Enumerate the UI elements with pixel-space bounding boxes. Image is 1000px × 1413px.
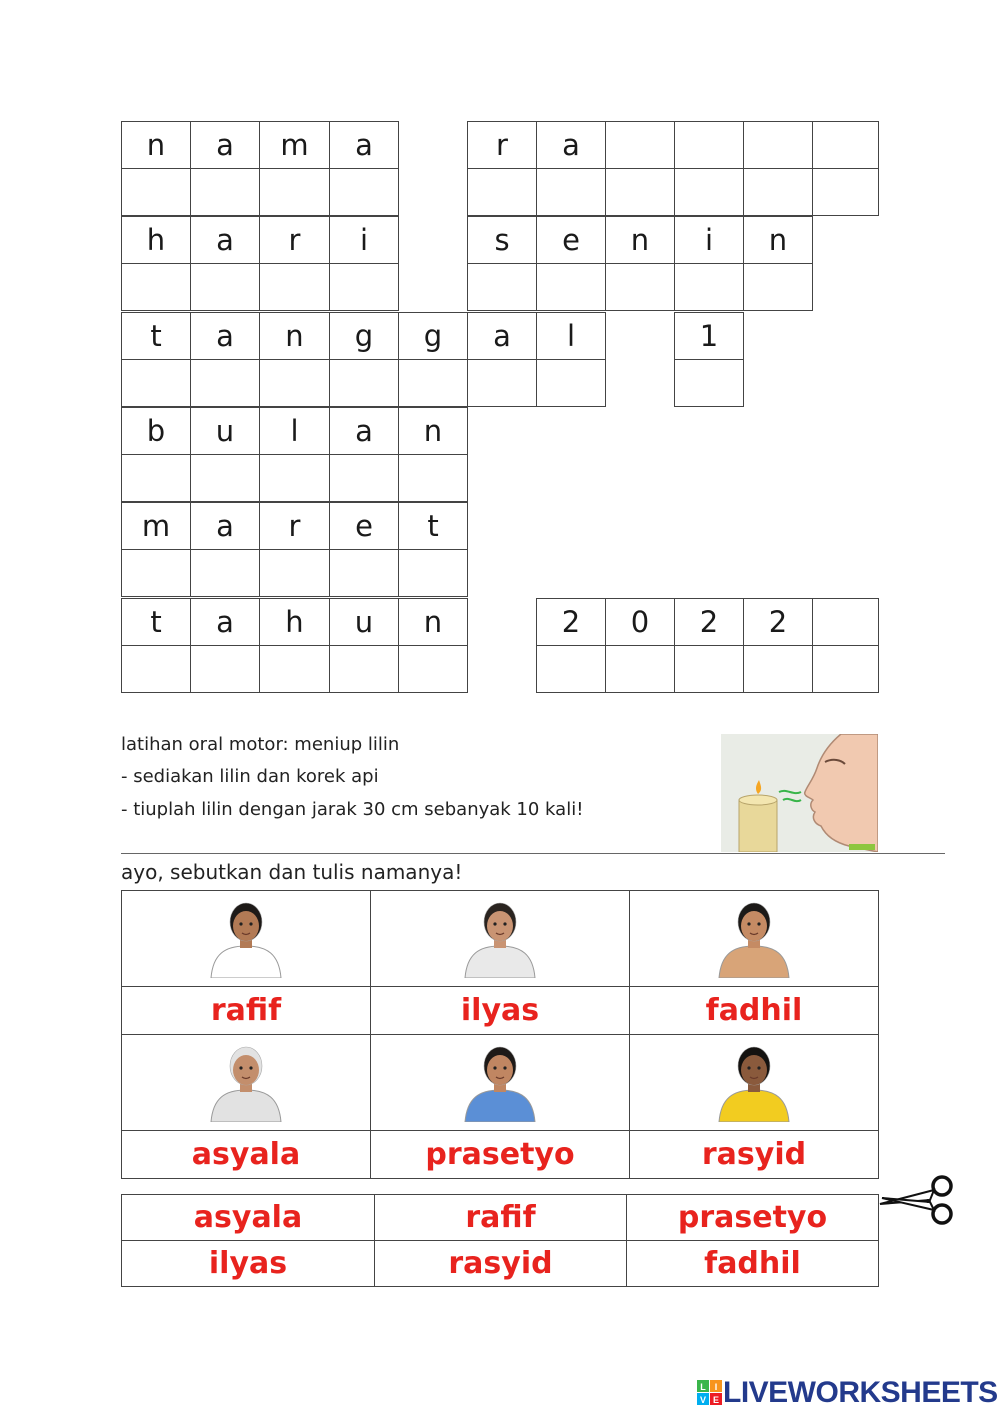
crossword-answer-cell[interactable]: [467, 263, 537, 311]
student-photo-rafif: [201, 896, 291, 982]
crossword-answer-cell[interactable]: [329, 359, 399, 407]
crossword-letter-cell: [812, 598, 879, 646]
crossword-letter-cell: t: [121, 598, 191, 646]
crossword-letter-cell: n: [121, 121, 191, 169]
crossword-answer-cell[interactable]: [605, 263, 675, 311]
crossword-letter-cell: u: [329, 598, 399, 646]
crossword-letter-cell: h: [121, 216, 191, 264]
liveworksheets-wordmark: LIVEWORKSHEETS: [723, 1376, 998, 1409]
crossword-letter-cell: 2: [536, 598, 606, 646]
photo-cell: [122, 1035, 371, 1131]
photo-cell: [630, 1035, 879, 1131]
crossword-answer-cell[interactable]: [190, 359, 260, 407]
instruction-step-2: - tiuplah lilin dengan jarak 30 cm sebanyak 10 kali!: [121, 799, 584, 820]
crossword-letter-cell: h: [259, 598, 330, 646]
crossword-answer-cell[interactable]: [467, 168, 537, 216]
crossword-answer-cell[interactable]: [190, 454, 260, 502]
crossword-answer-cell[interactable]: [605, 645, 675, 693]
crossword-letter-cell: [674, 121, 744, 169]
logo-letter: E: [712, 1395, 720, 1405]
crossword-answer-cell[interactable]: [121, 645, 191, 693]
crossword-answer-cell[interactable]: [190, 263, 260, 311]
crossword-letter-cell: n: [743, 216, 813, 264]
crossword-letter-cell: b: [121, 407, 191, 455]
crossword-answer-cell[interactable]: [121, 263, 191, 311]
crossword-letter-cell: n: [605, 216, 675, 264]
crossword-answer-cell[interactable]: [743, 263, 813, 311]
liveworksheets-logo-icon: [697, 1380, 723, 1406]
crossword-letter-cell: m: [121, 502, 191, 550]
crossword-letter-cell: 1: [674, 312, 744, 360]
crossword-letter-cell: a: [467, 312, 537, 360]
student-photo-ilyas: [455, 896, 545, 982]
photo-cell: [371, 1035, 630, 1131]
crossword-letter-cell: r: [259, 502, 330, 550]
crossword-answer-cell[interactable]: [329, 454, 399, 502]
crossword-answer-cell[interactable]: [674, 359, 744, 407]
crossword-letter-cell: n: [259, 312, 330, 360]
crossword-answer-cell[interactable]: [259, 359, 330, 407]
section-divider: [121, 853, 945, 854]
cutout-name[interactable]: ilyas: [122, 1241, 375, 1287]
crossword-answer-cell[interactable]: [259, 263, 330, 311]
crossword-answer-cell[interactable]: [398, 454, 468, 502]
cutout-name[interactable]: prasetyo: [627, 1195, 879, 1241]
crossword-answer-cell[interactable]: [536, 645, 606, 693]
crossword-letter-cell: e: [536, 216, 606, 264]
crossword-answer-cell[interactable]: [536, 168, 606, 216]
crossword-answer-cell[interactable]: [674, 263, 744, 311]
crossword-letter-cell: e: [329, 502, 399, 550]
crossword-answer-cell[interactable]: [329, 168, 399, 216]
name-answer-cell[interactable]: asyala: [122, 1131, 371, 1179]
crossword-letter-cell: m: [259, 121, 330, 169]
crossword-letter-cell: u: [190, 407, 260, 455]
crossword-answer-cell[interactable]: [121, 168, 191, 216]
student-photo-prasetyo: [455, 1040, 545, 1126]
cutout-name[interactable]: rafif: [375, 1195, 627, 1241]
crossword-letter-cell: n: [398, 407, 468, 455]
crossword-letter-cell: 0: [605, 598, 675, 646]
scissors-icon: [878, 1174, 958, 1226]
crossword-letter-cell: 2: [743, 598, 813, 646]
cutout-name[interactable]: fadhil: [627, 1241, 879, 1287]
crossword-letter-cell: g: [329, 312, 399, 360]
student-photo-asyala: [201, 1040, 291, 1126]
crossword-answer-cell[interactable]: [329, 645, 399, 693]
name-answer-cell[interactable]: fadhil: [630, 987, 879, 1035]
crossword-letter-cell: i: [674, 216, 744, 264]
crossword-letter-cell: n: [398, 598, 468, 646]
photo-cell: [122, 891, 371, 987]
crossword-answer-cell[interactable]: [259, 549, 330, 597]
crossword-letter-cell: l: [259, 407, 330, 455]
crossword-letter-cell: a: [536, 121, 606, 169]
crossword-answer-cell[interactable]: [674, 645, 744, 693]
name-answer-cell[interactable]: rafif: [122, 987, 371, 1035]
crossword-answer-cell[interactable]: [121, 549, 191, 597]
crossword-letter-cell: [605, 121, 675, 169]
crossword-letter-cell: a: [190, 216, 260, 264]
crossword-answer-cell[interactable]: [467, 359, 537, 407]
crossword-answer-cell[interactable]: [398, 549, 468, 597]
crossword-answer-cell[interactable]: [674, 168, 744, 216]
crossword-letter-cell: s: [467, 216, 537, 264]
crossword-letter-cell: i: [329, 216, 399, 264]
cutout-names-table: [121, 1194, 879, 1287]
crossword-answer-cell[interactable]: [190, 549, 260, 597]
name-answer-cell[interactable]: ilyas: [371, 987, 630, 1035]
crossword-answer-cell[interactable]: [190, 645, 260, 693]
crossword-answer-cell[interactable]: [605, 168, 675, 216]
prompt-text: ayo, sebutkan dan tulis namanya!: [121, 860, 463, 884]
crossword-letter-cell: a: [190, 312, 260, 360]
crossword-letter-cell: [743, 121, 813, 169]
crossword-letter-cell: t: [121, 312, 191, 360]
logo-letter: V: [699, 1395, 707, 1405]
instruction-step-1: - sediakan lilin dan korek api: [121, 766, 379, 787]
crossword-answer-cell[interactable]: [812, 645, 879, 693]
crossword-answer-cell[interactable]: [743, 645, 813, 693]
crossword-answer-cell[interactable]: [536, 263, 606, 311]
candle-blowing-illustration: [721, 734, 878, 852]
logo-letter: I: [714, 1382, 718, 1392]
crossword-answer-cell[interactable]: [259, 645, 330, 693]
name-answer-cell[interactable]: prasetyo: [371, 1131, 630, 1179]
crossword-letter-cell: 2: [674, 598, 744, 646]
logo-letter: L: [700, 1382, 706, 1392]
crossword-answer-cell[interactable]: [398, 645, 468, 693]
liveworksheets-brand: [697, 1376, 998, 1410]
crossword-letter-cell: a: [190, 502, 260, 550]
cutout-name[interactable]: asyala: [122, 1195, 375, 1241]
crossword-letter-cell: a: [329, 121, 399, 169]
instruction-title: latihan oral motor: meniup lilin: [121, 734, 400, 755]
crossword-letter-cell: a: [190, 598, 260, 646]
crossword-letter-cell: a: [329, 407, 399, 455]
crossword-answer-cell[interactable]: [121, 454, 191, 502]
crossword-answer-cell[interactable]: [398, 359, 468, 407]
crossword-letter-cell: r: [467, 121, 537, 169]
crossword-answer-cell[interactable]: [812, 168, 879, 216]
crossword-letter-cell: a: [190, 121, 260, 169]
crossword-answer-cell[interactable]: [121, 359, 191, 407]
crossword-answer-cell[interactable]: [259, 454, 330, 502]
photo-cell: [371, 891, 630, 987]
crossword-letter-cell: t: [398, 502, 468, 550]
crossword-letter-cell: l: [536, 312, 606, 360]
student-photo-rasyid: [709, 1040, 799, 1126]
students-table: [121, 890, 879, 1179]
crossword-letter-cell: r: [259, 216, 330, 264]
student-photo-fadhil: [709, 896, 799, 982]
crossword-letter-cell: [812, 121, 879, 169]
crossword-answer-cell[interactable]: [190, 168, 260, 216]
crossword-answer-cell[interactable]: [329, 263, 399, 311]
crossword-answer-cell[interactable]: [536, 359, 606, 407]
name-answer-cell[interactable]: rasyid: [630, 1131, 879, 1179]
crossword-answer-cell[interactable]: [259, 168, 330, 216]
crossword-letter-cell: g: [398, 312, 468, 360]
photo-cell: [630, 891, 879, 987]
crossword-answer-cell[interactable]: [329, 549, 399, 597]
crossword-answer-cell[interactable]: [743, 168, 813, 216]
cutout-name[interactable]: rasyid: [375, 1241, 627, 1287]
